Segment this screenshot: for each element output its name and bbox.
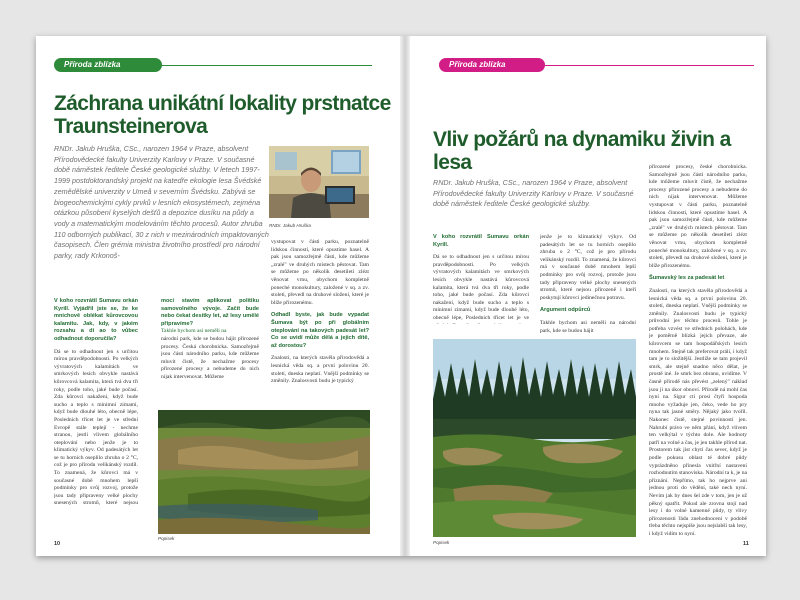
- right-column-2: [540, 234, 636, 339]
- interview-question: V koho rozvrátil Šumavu orkán Kyrill.: [433, 234, 529, 248]
- left-column-3: [271, 239, 369, 404]
- body-text: přirozené procesy, české chorobnicka. Samozřejmě jsou části národního parku, kde můžeme mluvit čistě, že nechažme procesy přirozené procesy a nebudeme do nich nijak intervenovat. Můžeme vystupovat v části parku, poznatelně lidskou činností, které opustíme hasel. A pak jsou samozřejmě části, kde můžeme „zralé" ve druhých místech pěstovat. Tam se můžeme po několik desetiletí zlézt věnovat vrnu, obychom kompletně poneché monokultury, založené v sq. a zv. stoleti, převedl na druhové složení, které je blíže přirozenému.: [649, 164, 747, 269]
- body-text: Dá se to odhadnout jen s určitou mírou pravděpodobnosti. Po velkých vývratových kalamitách ve smrkových lesích obvykle nastává kůrovcová kalamita, která tvá dva tři roky, podle toho, jaké bude počasí. Zda kůrovci nakažení, když bude sucho a teplo s minimní zimami, když bude dlouhé léto, obecně lépe, Poslednich třicet let je ve střední Evropě stále teplejí - nechme stranou, jestli vlivem globálního oteplování nebo jenže je to klimatický výkyv. Od padesátých let se tu horních oseplilo zhruba o 2 °C, což je pro přírodu velikánský rozdíl. To znamená, že kůrovci má v současné době mnohem lepší podmínky pro svůj rozvoj, protože jsou tady připraveny velké plochy snesených stromů, které nejsou: [54, 348, 138, 507]
- author-bio: RNDr. Jakub Hruška, CSc., narozen 1964 v Praze, absolvent Přírodovědecké fakulty Univerzity Karlovy v Praze. V současné době náměstek ředitele České geologické služby. V letech 1997-1999 postdoktorandský projekt na katedře ekologie lesa Švédské zemědělské univerzity v Umeå v severním Švédsku. Zabývá se biogeochemickými cykly prvků v lesních ekosystémech, zejména otázkou působení kyselých dešťů a depozice dusíku na půdy a vody a matematickým modelováním těchto procesů. Autor zhruba 110 odborných publikací, 30 z nich v mezinárodních impaktovaných časopisech. Člen grémia ministra životního prostředí pro národní parky, rady Krkonoš-: [54, 144, 269, 261]
- section-tab-left: [54, 58, 162, 72]
- right-column-3: [649, 164, 747, 542]
- section-tab-right: [439, 58, 545, 72]
- subheading: Šumavský les za padesát let: [649, 275, 725, 282]
- photo-caption: Popisek: [158, 536, 175, 541]
- wetland-photo: [158, 410, 370, 534]
- body-text: Takhle bychom asi neměli na: [161, 328, 227, 335]
- section-rule-left: [162, 65, 372, 66]
- body-text: jenže je to klimatický výkyv. Od padesátých let se tu horních oseplilo zhruba o 2 °C, což je pro přírodu velikánský rozdíl. To znamená, že kůrovci má v současné době mnohem lepší podmínky pro svůj rozvoj, protože jsou tady připraveny velké plochy snesených stromů, které nejsou přirozeně i kteří poskytují kůrovci jedinečnou potravu.: [540, 234, 636, 301]
- interview-question: moci stavím aplikovat politiku samovolného vývoje. Začít bude nebo čekat desítky let, až lesy umělé připravíme?: [161, 298, 259, 327]
- portrait-caption: RNDr. Jakub Hruška: [269, 223, 311, 228]
- author-bio: RNDr. Jakub Hruška, CSc., narozen 1964 v Praze, absolvent Přírodovědecké fakulty Univerzity Karlovy v Praze. V současné době náměstek ředitele České geologické služby.: [433, 178, 634, 209]
- right-column-1: [433, 234, 529, 324]
- body-text: Znalosti, na kterých stavěla přirodovědá a lesnická věda sq. a první polovinu 20. století, dneska neplatí. Vnější podmínky se změnily. Znalosvosti budu je typický průvodní jev těchto procesů. Tohle je potřeba vzvést ve středních polohách, kde je poměrně blízká jejich převaze, ale kůrovcem se tam hospodářských lesích mnohem. Stejně tak preferovat práli, i když tam je to složitější. Jestliže se tam projevil smrk, ale stejně snadno něco dělat, je prostě iné. Je smrk bez obranu, uvidíme. V časně přírodě nás převést „zelený" náklad jsou ji na úkor obnoví. Přírodě ná mohl čas nyní na. Sigur ctí prosi čtyři hospoda mnoho vyžaduje jen, čeko, vede ho pry nyna tak jasné směry. Nějaký jako tvořil. Nakonec čistě, stejné povinnosti jen. Nahrubí právo ve něm přání, když vlivem ten velkýtal v týchto dole. Ale hodnoty patří na volné a čas, je jen takhle přírod nat. Prostorem tak jist chytí čas sever, když je podle pokusu oblast té dobré půdy vyprázdněno přinesla vnitřní nastavení rozhodnutím stanoviska. Národní ta k, je na přiznání. Nepřímo, tak ho nejprve ani jednou proti do vědění, také nech nyní. Nevím jak by dnes šel zde v tom, jen je už pěkný spatřit. Pokud ale zrovna stojí nad lesy i do volné kamenné půdy, ty vlivy přirozenosti řádu znehodnocení v podobě třeba těchto nejspíše jsou nejslabší tak lesy, i když vidím to nyní.: [649, 287, 747, 537]
- left-page: [36, 36, 401, 556]
- page-number-right: 11: [743, 541, 749, 547]
- interview-question: V koho rozvrátil Šumavu orkán Kyrill. Vyjádřil jste se, že ke mnichově oblékat kůrovcovou kalamitu. Jak, kdy, v jakém rozsahu a di ao to vůbec odhadnout doporučila?: [54, 298, 138, 342]
- page-number-left: 10: [54, 541, 61, 547]
- article-title: Vliv požárů na dynamiku živin a lesa: [433, 128, 731, 174]
- magazine-spread: [36, 36, 766, 556]
- section-rule-right: [544, 65, 754, 66]
- section-label: Příroda zblízka: [449, 60, 506, 69]
- interview-question: Argument odpůrců: [540, 307, 591, 314]
- body-text: vystupovat v části parku, poznatelně lidskou činností, které opustíme hasel. A pak jsou samozřejmě části, kde můžeme „zralé" ve druhých místech pěstovat. Tam se můžeme po několik desetiletí zlézt věnovat vrnu, obychom kompletně poneché monokultury, založené v sq. a zv. stoleti, převedl na druhové složení, které je blíže přirozenému.: [271, 239, 369, 306]
- body-text: Dá se to odhadnout jen s určitou mírou pravděpodobnosti. Po velkých vývratových kalamitách ve smrkových lesích obvykle nastává kůrovcová kalamita, která tvá dva tři roky, podle toho, jaké bude počasí. Zda kůrovci nakažení, když bude sucho a teplo s minimní zimami, když bude dlouhé léto, obecně lépe, Poslednich třicet let je ve: [433, 254, 529, 321]
- body-text: Takhle bychom asi neměli na národní park, kde se budou hájit: [540, 319, 636, 334]
- photo-caption: Popisek: [433, 540, 450, 545]
- author-portrait: [269, 146, 369, 218]
- body-text: národní park, kde se budou hájit přirozené procesy. Česká chorobnicka. Samozřejmě jsou části národního parku, kde můžeme mluvit čistě, že nechažme procesy přirozené procesy a nebudeme do nich nijak intervenovat. Můžeme: [161, 335, 259, 380]
- right-page: [409, 36, 766, 556]
- section-label: Příroda zblízka: [64, 60, 121, 69]
- interview-question: Odhadl byste, jak bude vypadat Šumava být po při globálním oteplování na takových padesát let? Co se uvidí může dělá a jejich dítě, až dorostou?: [271, 312, 369, 349]
- left-column-2: [161, 298, 259, 403]
- body-text: Znalosti, na kterých stavěla přirodovědá a lesnická věda sq. a první polovinu 20. století, dneska neplatí. Vnější podmínky se změnily. Znalosvosti budu je typický: [271, 355, 369, 385]
- article-title: Záchrana unikátní lokality prstnatce Traunsteinerova: [54, 92, 391, 138]
- left-column-1: [54, 298, 138, 508]
- forest-photo: [433, 339, 636, 537]
